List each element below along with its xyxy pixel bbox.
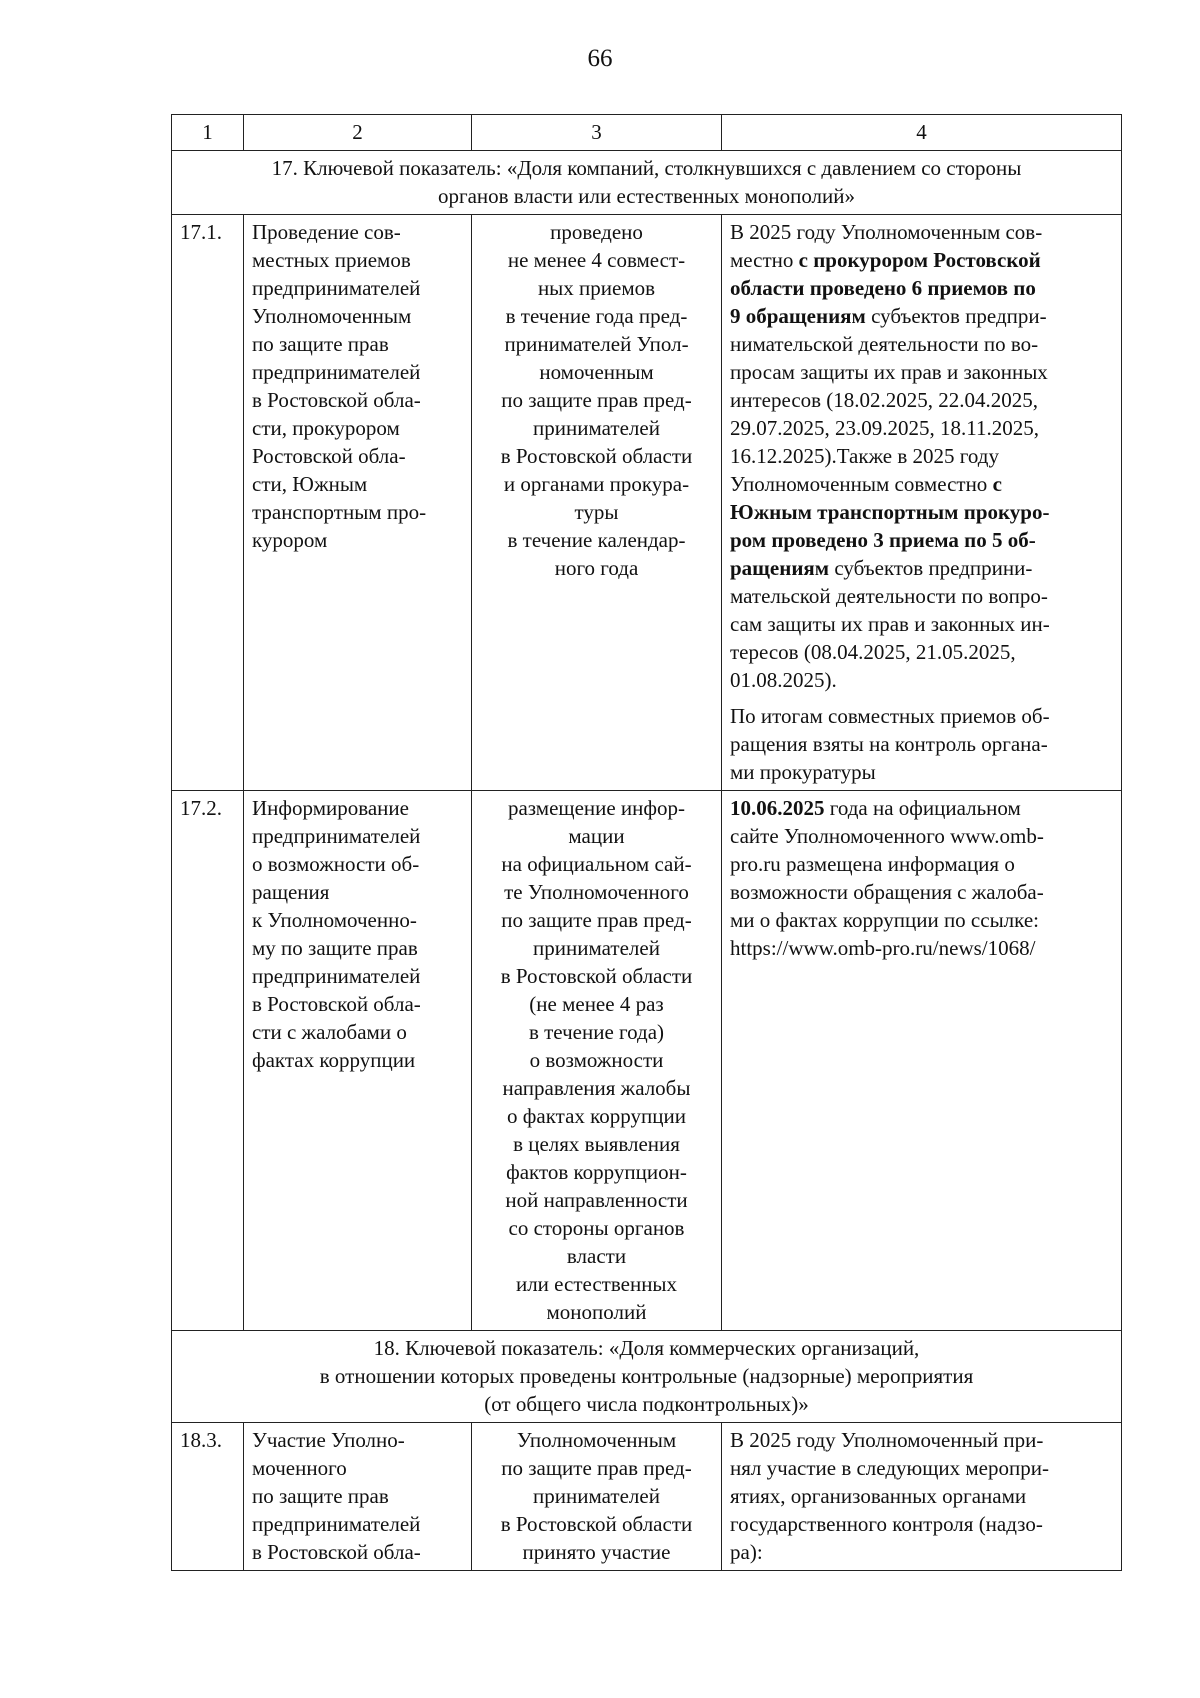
row-17-1-target: проведено не менее 4 совмест- ных приемов в течение года пред- принимателей Упол- номоченным по защите прав пред- принимателей в Ростовской области и органами прокура- туры в течение календар- ного года bbox=[472, 215, 722, 791]
row-17-1 bbox=[172, 215, 1122, 791]
row-17-2-result: 10.06.2025 года на официальном сайте Уполномоченного www.omb- pro.ru размещена информация о возможности обращения с жалоба- ми о фактах коррупции по ссылке: https://www.omb-pro.ru/news/1068/ bbox=[722, 791, 1122, 1331]
row-17-1-activity: Проведение сов- местных приемов предпринимателей Уполномоченным по защите прав предпринимателей в Ростовской обла- сти, прокурором Ростовской обла- сти, Южным транспортным про- курором bbox=[244, 215, 472, 791]
header-cell-3: 3 bbox=[472, 115, 722, 151]
header-cell-2: 2 bbox=[244, 115, 472, 151]
row-18-3-number: 18.3. bbox=[172, 1423, 244, 1571]
row-18-3-result: В 2025 году Уполномоченный при- нял участие в следующих меропри- ятиях, организованных органами государственного контроля (надзо- ра): bbox=[722, 1423, 1122, 1571]
header-row bbox=[172, 115, 1122, 151]
row-18-3-activity: Участие Уполно- моченного по защите прав предпринимателей в Ростовской обла- bbox=[244, 1423, 472, 1571]
row-17-1-result-paragraph-1: В 2025 году Уполномоченным сов- местно с прокурором Ростовской области проведено 6 приемов по 9 обращениям субъектов предпри- нимательской деятельности по во- просам защиты их прав и законных интересов (18.02.2025, 22.04.2025, 29.07.2025, 23.09.2025, 18.11.2025, 16.12.2025).Также в 2025 году Уполномоченным совместно с Южным транспортным прокуро- ром проведено 3 приема по 5 об- ращениям субъектов предприни- мательской деятельности по вопро- сам защиты их прав и законных ин- тересов (08.04.2025, 21.05.2025, 01.08.2025). bbox=[730, 220, 1050, 692]
row-17-1-result-paragraph-2: По итогам совместных приемов об- ращения взяты на контроль органа- ми прокуратуры bbox=[730, 704, 1050, 784]
section-18-title: 18. Ключевой показатель: «Доля коммерческих организаций, в отношении которых проведены контрольные (надзорные) мероприятия (от общего числа подконтрольных)» bbox=[172, 1331, 1122, 1423]
header-cell-4: 4 bbox=[722, 115, 1122, 151]
indicators-table bbox=[171, 114, 1122, 1571]
section-17-title: 17. Ключевой показатель: «Доля компаний, столкнувшихся с давлением со стороны органов власти или естественных монополий» bbox=[172, 151, 1122, 215]
row-18-3 bbox=[172, 1423, 1122, 1571]
row-17-2 bbox=[172, 791, 1122, 1331]
row-17-1-number: 17.1. bbox=[172, 215, 244, 791]
row-17-1-result bbox=[722, 215, 1122, 791]
section-17-row bbox=[172, 151, 1122, 215]
row-18-3-target: Уполномоченным по защите прав пред- принимателей в Ростовской области принято участие bbox=[472, 1423, 722, 1571]
row-17-2-target: размещение инфор- мации на официальном сай- те Уполномоченного по защите прав пред- принимателей в Ростовской области (не менее 4 раз в течение года) о возможности направления жалобы о фактах коррупции в целях выявления фактов коррупцион- ной направленности со стороны органов власти или естественных монополий bbox=[472, 791, 722, 1331]
page-number: 66 bbox=[587, 45, 613, 72]
header-cell-1: 1 bbox=[172, 115, 244, 151]
section-18-row bbox=[172, 1331, 1122, 1423]
row-17-2-activity: Информирование предпринимателей о возможности об- ращения к Уполномоченно- му по защите прав предпринимателей в Ростовской обла- сти с жалобами о фактах коррупции bbox=[244, 791, 472, 1331]
news-link-url: https://www.omb-pro.ru/news/1068/ bbox=[730, 936, 1036, 960]
row-17-2-number: 17.2. bbox=[172, 791, 244, 1331]
